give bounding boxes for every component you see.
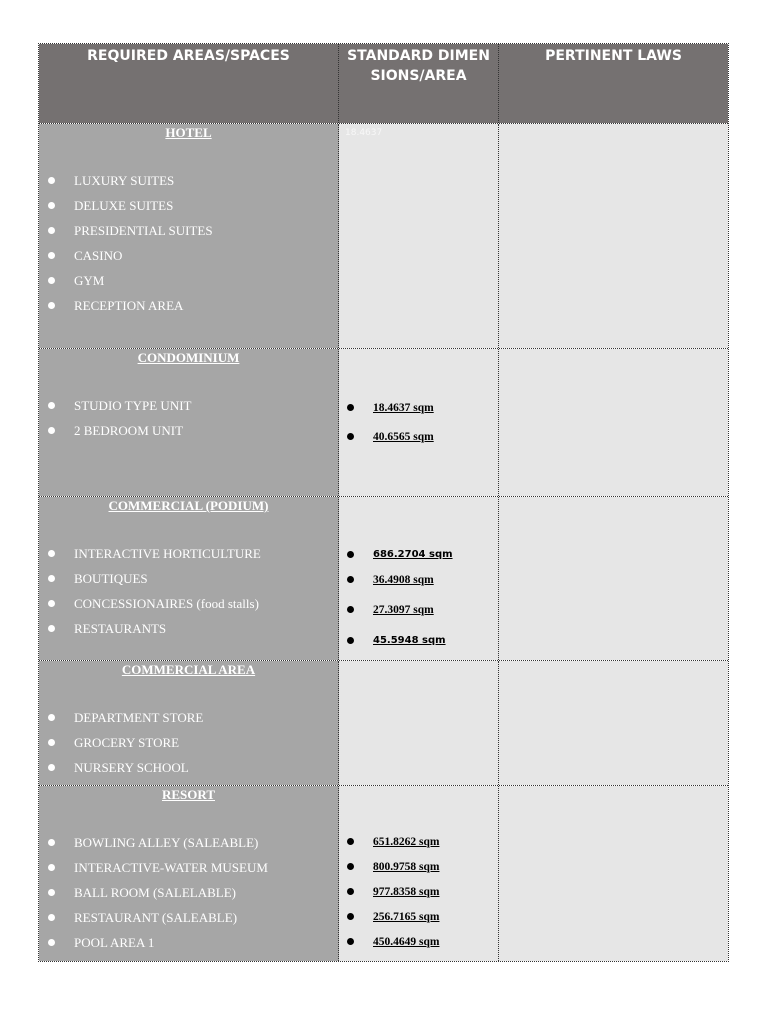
- bullet-icon: [48, 277, 55, 284]
- list-item: NURSERY SCHOOL: [39, 759, 338, 784]
- list-item: INTERACTIVE HORTICULTURE: [39, 545, 338, 570]
- laws-cell-commercial-podium: [499, 497, 728, 660]
- item-list-commercial-area: [39, 709, 338, 784]
- laws-cell-hotel: [499, 124, 728, 348]
- list-item: INTERACTIVE-WATER MUSEUM: [39, 859, 338, 884]
- list-item: RESTAURANTS: [39, 620, 338, 645]
- bullet-icon: [48, 177, 55, 184]
- list-item: POOL AREA 1: [39, 934, 338, 959]
- bullet-icon: [48, 550, 55, 557]
- list-item: RESTAURANT (SALEABLE): [39, 909, 338, 934]
- dimensions-cell-commercial-podium: [339, 497, 499, 660]
- dimensions-cell-condominium: [339, 349, 499, 496]
- dimensions-cell-commercial-area: [339, 661, 499, 785]
- areas-cell-condominium: [39, 349, 339, 496]
- bullet-icon: [347, 913, 354, 920]
- section-title-condominium: CONDOMINIUM: [137, 350, 240, 365]
- laws-cell-condominium: [499, 349, 728, 496]
- bullet-icon: [347, 888, 354, 895]
- bullet-icon: [48, 575, 55, 582]
- areas-cell-commercial-area: [39, 661, 339, 785]
- list-item: CONCESSIONAIRES (food stalls): [39, 595, 338, 620]
- section-row-condominium: [39, 349, 728, 497]
- item-list-hotel: [39, 172, 338, 322]
- dimension-value: 450.4649 sqm: [373, 935, 439, 949]
- list-item: DELUXE SUITES: [39, 197, 338, 222]
- bullet-icon: [347, 606, 354, 613]
- section-title-resort: RESORT: [161, 787, 215, 802]
- list-item: BALL ROOM (SALELABLE): [39, 884, 338, 909]
- dimension-value: 800.9758 sqm: [373, 860, 439, 874]
- bullet-icon: [347, 433, 354, 440]
- bullet-icon: [48, 600, 55, 607]
- bullet-icon: [48, 939, 55, 946]
- header-cell-dimensions: [339, 44, 499, 123]
- dimension-value: 977.8358 sqm: [373, 885, 439, 899]
- header-cell-areas: [39, 44, 339, 123]
- bullet-icon: [48, 764, 55, 771]
- bullet-icon: [347, 404, 354, 411]
- bullet-icon: [48, 227, 55, 234]
- bullet-icon: [48, 202, 55, 209]
- dimension-value: 45.5948 sqm: [373, 634, 446, 648]
- section-row-resort: [39, 786, 728, 961]
- list-item: BOUTIQUES: [39, 570, 338, 595]
- item-list-resort: [39, 834, 338, 959]
- header-row: [39, 44, 728, 124]
- laws-cell-commercial-area: [499, 661, 728, 785]
- dimension-value: 651.8262 sqm: [373, 835, 439, 849]
- item-list-condominium: [39, 397, 338, 447]
- areas-cell-commercial-podium: [39, 497, 339, 660]
- dimensions-cell-resort: [339, 786, 499, 961]
- list-item: STUDIO TYPE UNIT: [39, 397, 338, 422]
- section-row-commercial-podium: [39, 497, 728, 661]
- header-areas: REQUIRED AREAS/SPACES: [87, 48, 290, 64]
- bullet-icon: [48, 302, 55, 309]
- list-item: RECEPTION AREA: [39, 297, 338, 322]
- areas-cell-resort: [39, 786, 339, 961]
- list-item: GYM: [39, 272, 338, 297]
- bullet-icon: [48, 739, 55, 746]
- bullet-icon: [347, 576, 354, 583]
- list-item: DEPARTMENT STORE: [39, 709, 338, 734]
- section-title-hotel: HOTEL: [165, 125, 212, 140]
- bullet-icon: [48, 864, 55, 871]
- item-list-commercial-podium: [39, 545, 338, 645]
- section-title-commercial-area: COMMERCIAL AREA: [121, 662, 256, 677]
- faint-note: 18.4637: [345, 128, 383, 138]
- list-item: 2 BEDROOM UNIT: [39, 422, 338, 447]
- dimension-value: 40.6565 sqm: [373, 430, 434, 444]
- header-dimensions: STANDARD DIMENSIONS/AREA: [347, 48, 490, 84]
- dimension-value: 36.4908 sqm: [373, 573, 434, 587]
- bullet-icon: [48, 839, 55, 846]
- dimension-value: 18.4637 sqm: [373, 401, 434, 415]
- bullet-icon: [347, 938, 354, 945]
- dimension-value: 27.3097 sqm: [373, 603, 434, 617]
- areas-cell-hotel: [39, 124, 339, 348]
- section-row-hotel: [39, 124, 728, 349]
- list-item: LUXURY SUITES: [39, 172, 338, 197]
- bullet-icon: [48, 714, 55, 721]
- list-item: CASINO: [39, 247, 338, 272]
- bullet-icon: [48, 402, 55, 409]
- list-item: BOWLING ALLEY (SALEABLE): [39, 834, 338, 859]
- dimension-value: 686.2704 sqm: [373, 548, 453, 562]
- dimension-value: 256.7165 sqm: [373, 910, 439, 924]
- bullet-icon: [48, 427, 55, 434]
- laws-cell-resort: [499, 786, 728, 961]
- list-item: GROCERY STORE: [39, 734, 338, 759]
- areas-table: [38, 43, 729, 962]
- list-item: PRESIDENTIAL SUITES: [39, 222, 338, 247]
- bullet-icon: [48, 914, 55, 921]
- section-row-commercial-area: [39, 661, 728, 786]
- bullet-icon: [347, 551, 354, 558]
- bullet-icon: [48, 252, 55, 259]
- bullet-icon: [347, 863, 354, 870]
- section-title-commercial-podium: COMMERCIAL (PODIUM): [108, 498, 269, 513]
- bullet-icon: [347, 838, 354, 845]
- bullet-icon: [48, 625, 55, 632]
- header-laws: PERTINENT LAWS: [545, 48, 682, 64]
- header-cell-laws: [499, 44, 728, 123]
- bullet-icon: [48, 889, 55, 896]
- dimensions-cell-hotel: [339, 124, 499, 348]
- bullet-icon: [347, 637, 354, 644]
